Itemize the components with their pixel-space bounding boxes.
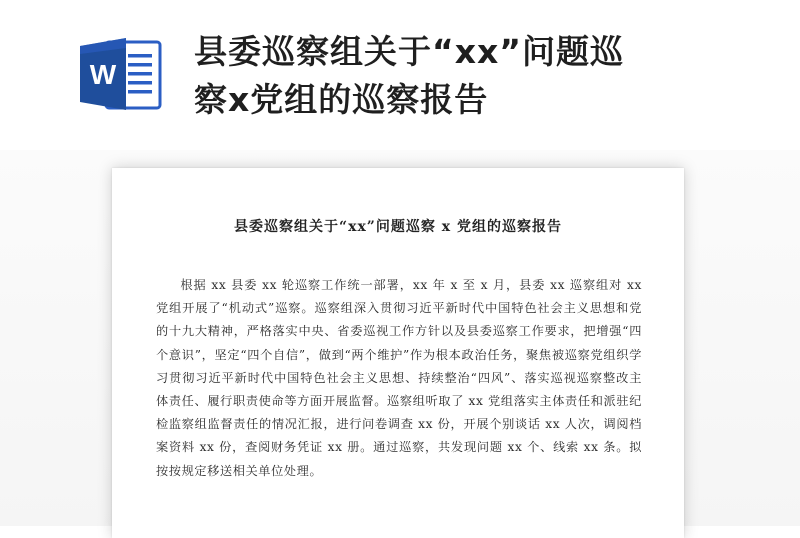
header — [0, 0, 800, 160]
document-paragraph: 根据 xx 县委 xx 轮巡察工作统一部署，xx 年 x 至 x 月，县委 xx 巡察组对 xx 党组开展了“机动式”巡察。巡察组深入贯彻习近平新时代中国特色社会主义思想和党的十九大精神，严格落实中央、省委巡视工作方针以及县委巡察工作要求，把增强“四个意识”，坚定“四个自信”，做到“两个维护”作为根本政治任务，聚焦被巡察党组织学习贯彻习近平新时代中国特色社会主义思想、持续整治“四风”、落实巡视巡察整改主体责任、履行职责使命等方面开展监督。巡察组听取了 xx 党组落实主体责任和派驻纪检监察组监督责任的情况汇报，进行问卷调查 xx 份，开展个别谈话 xx 人次，调阅档案资料 xx 份，查阅财务凭证 xx 册。通过巡察，共发现问题 xx 个、线索 xx 条。拟按按规定移送相关单位处理。 — [156, 278, 643, 478]
document-page — [112, 168, 684, 538]
logo-letter: W — [89, 59, 117, 90]
page-title — [194, 28, 754, 124]
document-title: 县委巡察组关于“xx”问题巡察 x 党组的巡察报告 — [234, 219, 562, 235]
page-title-line-2: 察x党组的巡察报告 — [194, 80, 489, 119]
page-title-line-1: 县委巡察组关于“xx”问题巡 — [194, 32, 624, 71]
word-document-icon — [76, 34, 164, 114]
